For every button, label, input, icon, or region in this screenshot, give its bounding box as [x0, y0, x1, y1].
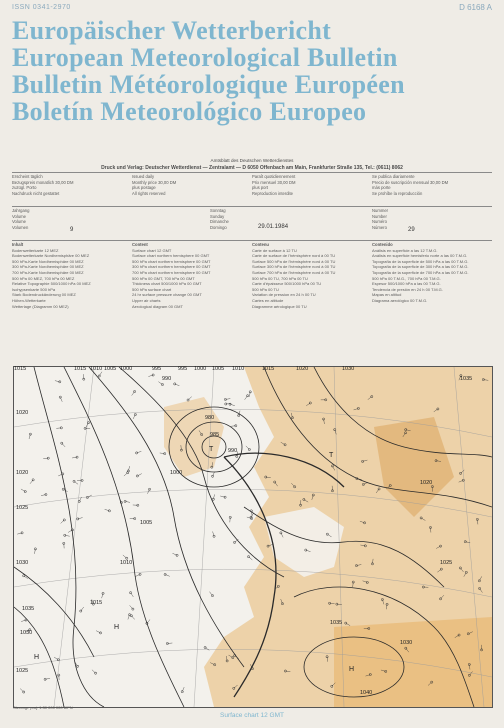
contents-item: 500 hPa-Karte Nordhemisphäre 00 MEZ [12, 258, 84, 264]
station-marker [76, 665, 78, 667]
isobar-label: 1010 [232, 366, 245, 372]
issue-date: 29.01.1984 [258, 224, 289, 230]
sub-fr-1: Paraît quotidiennement [252, 174, 296, 179]
wind-barb [123, 555, 127, 558]
contents-item: Relative Topographie 500/1000 hPa 00 MEZ [12, 281, 91, 287]
divider [12, 172, 492, 173]
contents-item: 500 hPa 00 TU [252, 286, 279, 292]
wind-barb [132, 392, 135, 396]
contents-item: 500 hPa 00 MEZ, 700 hPa 00 MEZ [12, 275, 75, 281]
volume-label-fr: Volume [12, 219, 26, 225]
isobar-label: 990 [228, 448, 238, 454]
sub-fr-3: plus port [252, 185, 269, 191]
isobar-label: 1025 [16, 505, 29, 511]
wind-barb [30, 480, 33, 484]
contents-heading-en: Content [132, 242, 148, 247]
isobar-label: 995 [178, 366, 188, 372]
isobar-label: 995 [152, 366, 162, 372]
isobar-label: 1015 [74, 366, 87, 372]
sub-es-4: Se prohíbe la reproducción [372, 190, 423, 196]
wind-barb [147, 620, 150, 624]
station-marker [211, 475, 213, 477]
surface-chart [14, 367, 492, 707]
contents-item: Isohypsenkarte 500 hPa [12, 286, 56, 292]
wind-barb [251, 513, 254, 517]
contents-item: Mapas en altitud [372, 292, 402, 298]
contents-item: Espesor 500/1000 hPa a las 00 T.M.G. [372, 281, 441, 287]
contents-list-es [372, 248, 468, 304]
sub-en-4: All rights reserved [132, 190, 166, 196]
day-labels [210, 208, 229, 230]
contents-item: Surface 700 hPa de l'hémisphère nord à 00 TU [252, 269, 336, 275]
divider [12, 240, 492, 241]
contents-item: 300 hPa-Karte Nordhemisphäre 00 MEZ [12, 264, 84, 270]
isobar-label: 1030 [20, 630, 33, 636]
isobar-label: 1010 [90, 366, 103, 372]
station-marker [102, 592, 104, 594]
map-caption: Surface chart 12 GMT [220, 712, 284, 719]
contents-english [132, 242, 211, 309]
isobar-label: 980 [205, 415, 215, 421]
title-english: European Meteorological Bulletin [12, 43, 398, 72]
contents-item: Surface 500 hPa de l'hémisphère nord à 00 TU [252, 258, 336, 264]
sub-de-3: zuzügl. Porto [12, 185, 37, 191]
divider [12, 206, 492, 207]
isobar-label: 1030 [342, 366, 355, 372]
contents-item: 500 hPa 00 GMT, 700 hPa 00 GMT [132, 275, 195, 281]
isobar-label: 1035 [460, 376, 473, 382]
map-projection-note: Stereogr. proj. 1:30 000 000 60°N [13, 705, 73, 710]
sub-en-2: Monthly price 30,00 DM [132, 179, 177, 185]
isobar-label: 1000 [170, 470, 183, 476]
contents-item: Análisis en superficie hemisferio norte a las 00 T.M.G. [372, 253, 468, 259]
contents-german [12, 242, 91, 309]
wind-barb [246, 446, 249, 450]
volume-labels [12, 208, 29, 230]
isobar-label: 985 [210, 432, 220, 438]
contents-list-fr [252, 248, 335, 310]
sub-es-1: Se publica diariamente [372, 174, 415, 179]
contents-item: Surface chart northern hemisphere 00 GMT [132, 253, 210, 259]
sub-es-2: Precio de suscripción mensual 30,00 DM [372, 179, 449, 185]
isobar-label: 1030 [400, 640, 413, 646]
contents-french [252, 242, 335, 309]
wind-barb [21, 489, 25, 492]
wind-barb [205, 647, 209, 650]
volume-label-es: Volumen [12, 224, 29, 230]
wind-barb [54, 657, 58, 660]
sub-fr-2: Prix mensuel 30,00 DM [252, 179, 296, 185]
sub-de-4: Nachdruck nicht gestattet [12, 190, 60, 196]
low-pressure-center: T [209, 446, 214, 453]
sub-en-3: plus postage [132, 185, 156, 191]
isobar-label: 1025 [440, 560, 453, 566]
wind-barb [130, 605, 133, 609]
wind-barb [87, 495, 91, 497]
wind-barb [124, 473, 128, 476]
publication-code: D 6168 A [459, 3, 492, 12]
subscription-spanish [372, 174, 448, 196]
isobar-label: 1015 [90, 600, 103, 606]
isobar-label: 1020 [420, 480, 433, 486]
wind-barb [131, 593, 134, 597]
contents-item: Topografía de la superficie de 500 hPa a las 00 T.M.G. [372, 258, 469, 264]
publisher-line-1: Amtsblatt des Deutschen Wetterdienstes [210, 158, 294, 163]
day-en: Sunday [210, 213, 225, 219]
contents-heading-fr: Contenu [252, 242, 269, 247]
subscription-english [132, 174, 176, 196]
isobar-label: 1005 [212, 366, 225, 372]
publisher-line-2: Druck und Verlag: Deutscher Wetterdienst — Zentralamt — D 6050 Offenbach am Main, Frankfurter Straße 135, Tel.: (0611) 8062 [101, 165, 403, 171]
isobar-label: 1035 [330, 620, 343, 626]
isobar-label: 1035 [22, 606, 35, 612]
contents-item: Diagrama aerológico 00 T.M.G. [372, 297, 428, 303]
station-marker [25, 619, 27, 621]
issue-number: 29 [408, 227, 415, 233]
contents-item: Variation de pression en 24 h 00 TU [252, 292, 316, 298]
station-marker [62, 488, 64, 490]
issn-number: ISSN 0341-2970 [12, 4, 71, 11]
title-german: Europäischer Wetterbericht [12, 16, 332, 45]
station-marker [204, 646, 206, 648]
sub-en-1: Issued daily [132, 174, 155, 179]
subscription-german [12, 174, 73, 196]
contents-item: Bodenwetterkarte 12 MEZ [12, 247, 59, 253]
low-pressure-center: T [329, 452, 334, 459]
number-label-de: Nummer [372, 208, 389, 213]
day-es: Domingo [210, 224, 227, 230]
wind-barb [92, 670, 96, 673]
contents-item: 500 hPa surface chart [132, 286, 172, 292]
isobar-label: 1020 [296, 366, 309, 372]
isobar-label: 1015 [14, 366, 27, 372]
volume-number: 9 [70, 227, 74, 233]
contents-item: Carte de surface de l'hémisphère nord à 00 TU [252, 253, 336, 259]
high-pressure-center: H [34, 654, 40, 661]
contents-item: Carte de surface à 12 TU [252, 247, 297, 253]
isobar-label: 1000 [120, 366, 133, 372]
number-label-en: Number [372, 213, 387, 219]
contents-item: Bodenwetterkarte Nordhemisphäre 00 MEZ [12, 253, 90, 259]
sub-fr-4: Reproduction interdite [252, 190, 293, 196]
number-label-fr: Numéro [372, 219, 387, 225]
contents-item: Análisis en superficie a las 12 T.M.G. [372, 247, 438, 253]
isobar-label: 1000 [194, 366, 207, 372]
title-spanish: Boletín Meteorológico Europeo [12, 97, 367, 126]
contents-item: 700 hPa chart northern hemisphere 00 GMT [132, 269, 211, 275]
contents-item: Thickness chart 500/1000 hPa 00 GMT [132, 281, 202, 287]
station-marker [77, 518, 79, 520]
isobar-label: 1020 [16, 410, 29, 416]
subscription-french [252, 174, 296, 196]
wind-barb [209, 592, 212, 596]
sub-de-2: Bezugspreis monatlich 30,00 DM [12, 179, 74, 185]
volume-label-en: Volume [12, 213, 26, 219]
wind-barb [249, 557, 253, 560]
contents-item: 500 hPa 00 TU, 700 hPa 00 TU [252, 275, 308, 281]
contents-item: Wetterlage (Diagramm 00 MEZ) [12, 303, 69, 309]
high-pressure-center: H [349, 666, 355, 673]
sub-de-1: Erscheint täglich [12, 174, 43, 179]
high-pressure-center: H [114, 624, 120, 631]
contents-list-en [132, 248, 211, 310]
contents-item: Topografía de la superficie de 700 hPa a las 00 T.M.G. [372, 269, 469, 275]
contents-heading-es: Contenido [372, 242, 393, 247]
wind-barb [61, 520, 65, 523]
station-marker [99, 632, 101, 634]
weather-map [13, 366, 493, 708]
contents-item: 300 hPa chart northern hemisphere 00 GMT [132, 264, 211, 270]
wind-barb [81, 607, 84, 611]
number-labels [372, 208, 388, 230]
day-fr: Dimanche [210, 219, 229, 225]
wind-barb [20, 689, 24, 692]
contents-item: 24 hr surface pressure change 00 GMT [132, 292, 202, 298]
station-marker [87, 422, 89, 424]
contents-item: Topografía de la superficie de 300 hPa a las 00 T.M.G. [372, 264, 469, 270]
number-label-es: Número [372, 224, 387, 230]
wind-barb [158, 382, 162, 385]
volume-label-de: Jahrgang [12, 208, 30, 213]
contents-item: 500 hPa 00 T.M.G., 700 hPa 00 T.M.G. [372, 275, 441, 281]
isobar-label: 1005 [140, 520, 153, 526]
wind-barb [68, 530, 72, 533]
isobar-label: 990 [162, 376, 172, 382]
contents-item: Tendencia de presión en 24 h 00 T.M.G. [372, 286, 443, 292]
contents-item: Cartes en altitude [252, 297, 284, 303]
wind-barb [62, 443, 65, 447]
contents-item: Surface 300 hPa de l'hémisphère nord à 00 TU [252, 264, 336, 270]
contents-item: Höhen-Wetterkarte [12, 297, 46, 303]
wind-barb [74, 481, 78, 484]
contents-item: Upper air charts [132, 297, 161, 303]
contents-heading-de: Inhalt [12, 242, 24, 247]
isobar-label: 1030 [16, 560, 29, 566]
isobar-label: 1010 [120, 560, 133, 566]
isobar-label: 1020 [16, 470, 29, 476]
contents-item: 700 hPa-Karte Nordhemisphäre 00 MEZ [12, 269, 84, 275]
contents-item: Aerological diagram 00 GMT [132, 303, 183, 309]
isobar-label: 1025 [16, 668, 29, 674]
station-marker [229, 403, 231, 405]
contents-item: Stark Bodendruckänderung 00 MEZ [12, 292, 76, 298]
wind-barb [131, 616, 134, 620]
isobar-label: 1005 [104, 366, 117, 372]
wind-barb [188, 397, 192, 400]
contents-item: Diagramme aérologique 00 TU [252, 303, 307, 309]
isobar [14, 567, 94, 657]
sub-es-3: más porte [372, 185, 391, 191]
contents-item: Surface chart 12 GMT [132, 247, 172, 253]
wind-barb [99, 372, 102, 376]
contents-item: 500 hPa chart northern hemisphere 00 GMT [132, 258, 211, 264]
isobar-label: 1040 [360, 690, 373, 696]
day-de: Sonntag [210, 208, 226, 213]
wind-barb [245, 396, 248, 400]
contents-item: Carte d'épaisseur 500/1000 hPa 00 TU [252, 281, 322, 287]
title-french: Bulletin Météorologique Européen [12, 70, 405, 99]
contents-list-de [12, 248, 91, 310]
north-africa [334, 617, 492, 707]
isobar-label: 1015 [262, 366, 275, 372]
contents-spanish [372, 242, 468, 304]
